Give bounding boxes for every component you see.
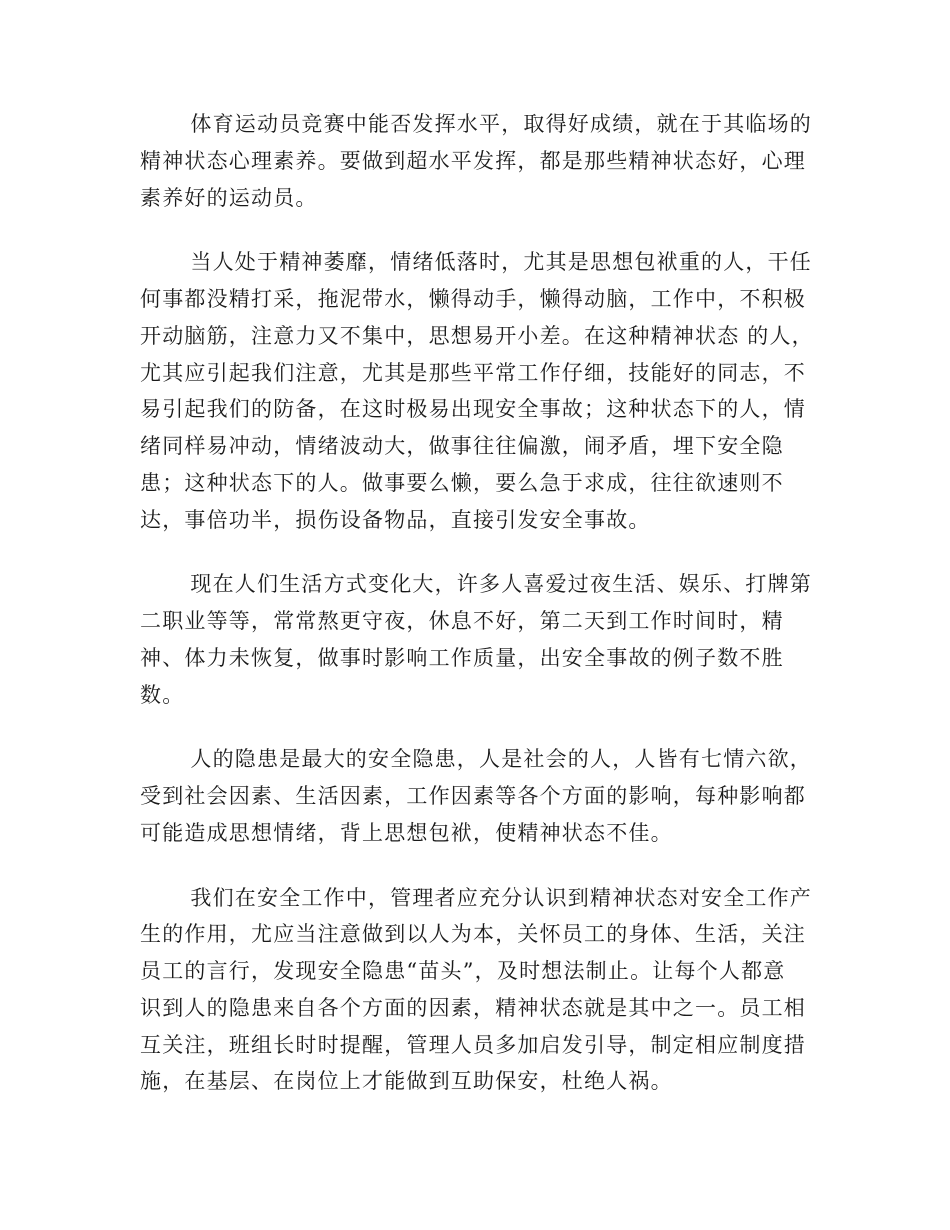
paragraph-line: 达，事倍功半，损伤设备物品，直接引发安全事故。	[140, 507, 651, 532]
paragraph-line: 互关注，班组长时时提醒，管理人员多加启发引导，制定相应制度措	[140, 1032, 806, 1057]
paragraph-line: 患；这种状态下的人。做事要么懒，要么急于求成，往往欲速则不	[140, 470, 784, 495]
paragraph-line: 施，在基层、在岗位上才能做到互助保安，杜绝人祸。	[140, 1069, 673, 1094]
paragraph-line: 神、体力未恢复，做事时影响工作质量，出安全事故的例子数不胜	[140, 645, 784, 670]
paragraph-line: 数。	[140, 682, 185, 707]
paragraph-line: 我们在安全工作中，管理者应充分认识到精神状态对安全工作产	[190, 885, 812, 910]
paragraph-line: 精神状态心理素养。要做到超水平发挥，都是那些精神状态好，心理	[140, 148, 806, 173]
paragraph-4	[140, 741, 810, 851]
paragraph-1	[140, 106, 810, 216]
paragraph-line: 现在人们生活方式变化大，许多人喜爱过夜生活、娱乐、打牌第	[190, 572, 812, 597]
paragraph-line: 人的隐患是最大的安全隐患，人是社会的人，人皆有七情六欲，	[190, 747, 812, 772]
paragraph-line: 绪同样易冲动，情绪波动大，做事往往偏激，闹矛盾，埋下安全隐	[140, 434, 784, 458]
paragraph-line: 何事都没精打采，拖泥带水，懒得动手，懒得动脑，工作中，不积极	[140, 287, 806, 311]
paragraph-line: 员工的言行，发现安全隐患“苗头”，及时想法制止。让每个人都意	[140, 959, 786, 983]
paragraph-line: 生的作用，尤应当注意做到以人为本，关怀员工的身体、生活，关注	[140, 922, 806, 947]
paragraph-line: 尤其应引起我们注意，尤其是那些平常工作仔细，技能好的同志，不	[140, 360, 806, 385]
paragraph-line: 受到社会因素、生活因素，工作因素等各个方面的影响，每种影响都	[140, 784, 806, 808]
paragraph-2	[140, 244, 814, 538]
document-body	[140, 106, 814, 1128]
paragraph-5	[140, 880, 810, 1101]
paragraph-line: 二职业等等，常常熬更守夜，休息不好，第二天到工作时间时，精	[140, 609, 784, 633]
paragraph-line: 识到人的隐患来自各个方面的因素，精神状态就是其中之一。员工相	[140, 995, 806, 1020]
paragraph-line: 体育运动员竞赛中能否发挥水平，取得好成绩，就在于其临场的	[190, 112, 812, 136]
paragraph-3	[140, 566, 810, 713]
paragraph-line: 当人处于精神萎靡，情绪低落时，尤其是思想包袱重的人，干任	[190, 250, 812, 275]
paragraph-line: 开动脑筋，注意力又不集中，思想易开小差。在这种精神状态 的人，	[140, 323, 814, 348]
paragraph-line: 可能造成思想情绪，背上思想包袱，使精神状态不佳。	[140, 820, 673, 845]
paragraph-line: 素养好的运动员。	[140, 185, 318, 210]
paragraph-line: 易引起我们的防备，在这时极易出现安全事故；这种状态下的人，情	[140, 397, 806, 422]
